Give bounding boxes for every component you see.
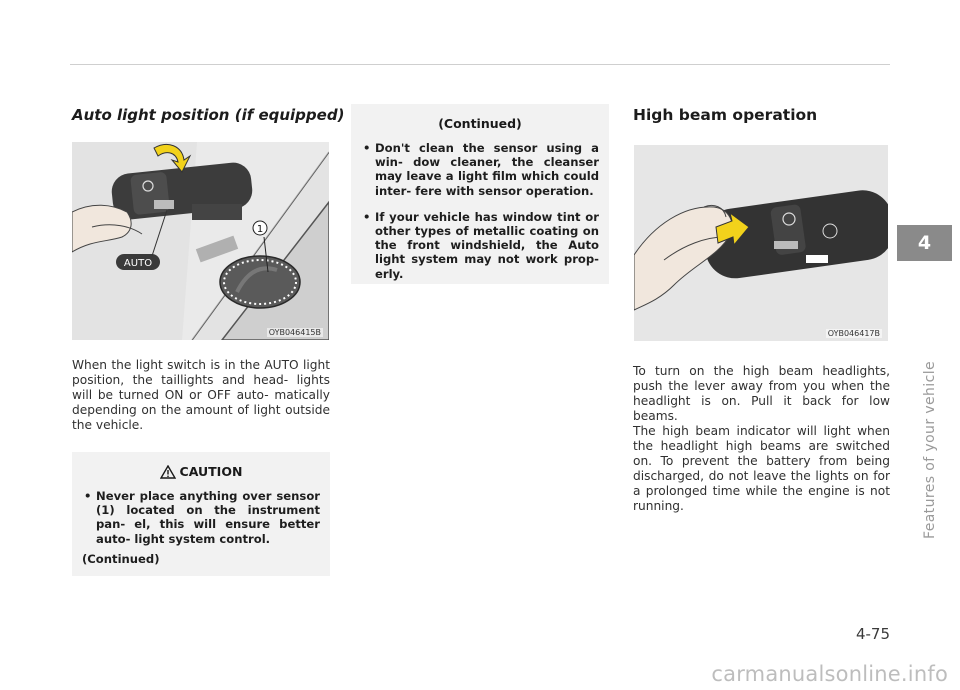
caution-continued: (Continued) — [82, 551, 160, 566]
figure-callout-1: 1 — [256, 224, 264, 235]
auto-light-figure — [72, 142, 329, 340]
continued-heading: (Continued) — [438, 116, 522, 131]
caution-box — [72, 452, 330, 576]
watermark-text: carmanualsonline.info — [711, 662, 948, 686]
auto-light-description: When the light switch is in the AUTO light position, the taillights and head- lights will be turned ON or OFF auto- matically depending on the amount of light outside the vehicle. — [72, 358, 330, 432]
page-number: 4-75 — [855, 625, 890, 643]
auto-light-figure-code: OYB046415B — [268, 328, 321, 337]
high-beam-paragraph-1: To turn on the high beam headlights, push the lever away from you when the headlight is on. Pull it back for low beams. — [633, 364, 890, 423]
chapter-tab-label: Features of your vehicle — [922, 361, 938, 539]
caution-item: • Never place anything over sensor (1) located on the instrument pan- el, this will ensure better auto- light system control. — [82, 489, 320, 546]
high-beam-figure-code: OYB046417B — [827, 329, 880, 338]
auto-light-title: Auto light position (if equipped) — [72, 106, 345, 124]
caution-heading-text: CAUTION — [179, 464, 243, 479]
high-beam-text — [633, 364, 890, 514]
chapter-tab-number: 4 — [897, 225, 952, 261]
high-beam-paragraph-2: The high beam indicator will light when the headlight high beams are switched on. To prevent the battery from being discharged, do not leave the lights on for a prolonged time while the engine is not running. — [633, 424, 890, 513]
continued-item-window-tint: • If your vehicle has window tint or other types of metallic coating on the front windshield, the Auto light system may not work prop- erly. — [361, 210, 599, 281]
continued-box — [351, 104, 609, 284]
top-rule — [70, 64, 890, 65]
caution-list — [82, 489, 320, 546]
caution-heading — [82, 464, 320, 479]
figure-auto-label: AUTO — [123, 258, 153, 269]
continued-list — [361, 141, 599, 281]
high-beam-figure — [634, 145, 888, 341]
high-beam-title: High beam operation — [633, 106, 818, 124]
continued-item-sensor-cleaning: • Don't clean the sensor using a win- dow cleaner, the cleanser may leave a light film which could inter- fere with sensor operation. — [361, 141, 599, 198]
auto-light-illustration — [72, 142, 329, 340]
auto-light-paragraph — [72, 358, 330, 433]
high-beam-illustration — [634, 145, 888, 341]
warning-triangle-icon — [160, 465, 176, 479]
